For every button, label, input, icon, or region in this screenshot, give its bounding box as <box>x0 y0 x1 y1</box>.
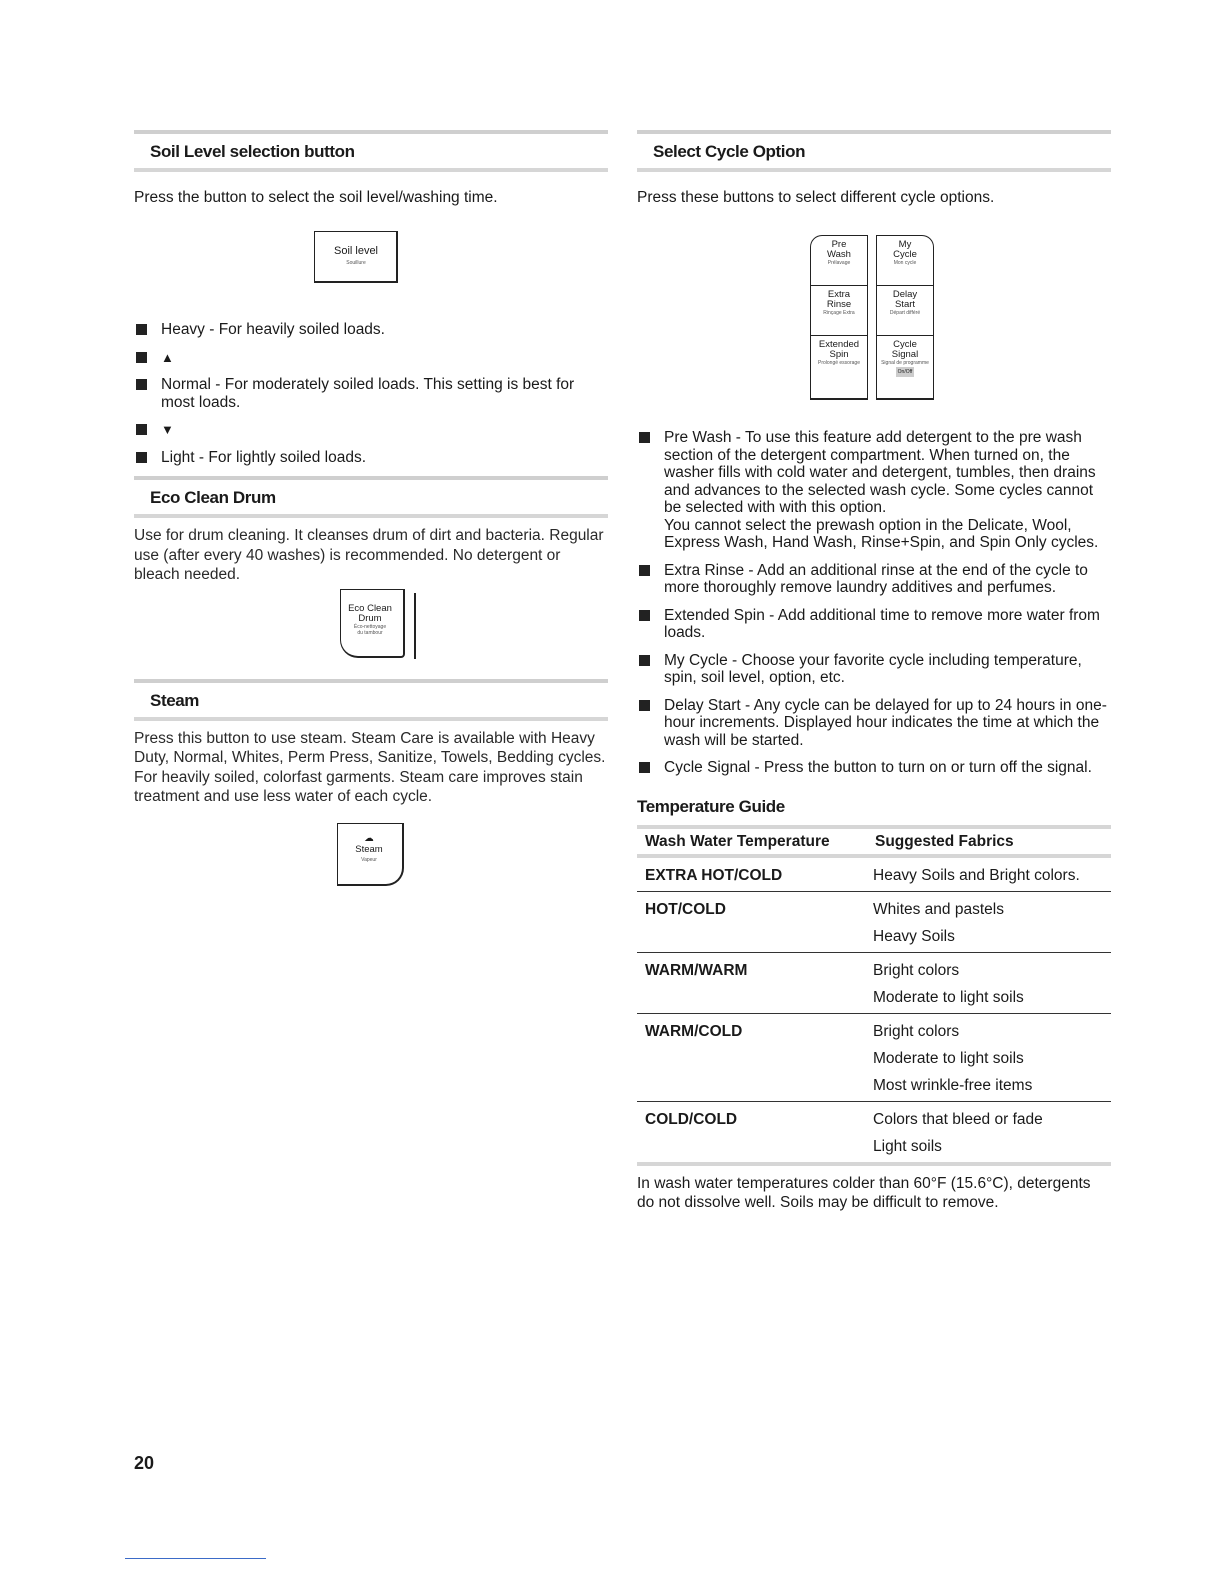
table-row: Moderate to light soils <box>873 1049 1024 1067</box>
column-header-temperature: Wash Water Temperature <box>645 832 830 850</box>
list-item: Normal - For moderately soiled loads. This setting is best for most loads. <box>134 376 608 411</box>
eco-panel-sub2: du tambour <box>357 629 383 636</box>
bullet-square-icon <box>136 424 147 435</box>
bullet-square-icon <box>136 379 147 390</box>
eco-panel-line1: Eco Clean <box>348 602 392 614</box>
temperature-note: In wash water temperatures colder than 60°F (15.6°C), detergents do not dissolve well. Soils may be difficult to remove. <box>637 1174 1091 1211</box>
soil-level-panel-illustration <box>314 231 404 291</box>
steam-body: Press this button to use steam. Steam Care is available with Heavy Duty, Normal, Whites, Perm Press, Sanitize, Towels, Bedding cycles. For heavily soiled, colorfast garments. Steam care improves stain treatment and use less water of each cycle. <box>134 729 606 805</box>
soil-level-list <box>134 321 608 466</box>
on-off-indicator: On/Off <box>897 369 913 375</box>
cycle-signal-panel-button: Cycle Signal Signal de programme On/Off <box>881 339 929 375</box>
list-item <box>134 349 608 367</box>
list-item: Cycle Signal - Press the button to turn on or turn off the signal. <box>637 759 1111 777</box>
table-row: EXTRA HOT/COLD Heavy Soils and Bright colors. <box>637 858 1111 892</box>
down-arrow-icon: ▼ <box>161 422 174 437</box>
table-row: Moderate to light soils <box>637 984 1111 1014</box>
list-item <box>134 421 608 439</box>
eco-clean-drum-heading: Eco Clean Drum <box>134 476 608 518</box>
table-row: Heavy Soils <box>637 923 1111 953</box>
column-header-fabrics: Suggested Fabrics <box>875 832 1014 850</box>
soil-level-intro: Press the button to select the soil level/washing time. <box>134 189 498 206</box>
table-row: WARM/COLD Bright colors <box>645 1022 960 1040</box>
bullet-square-icon <box>136 352 147 363</box>
list-item: Light - For lightly soiled loads. <box>134 449 608 467</box>
eco-clean-panel-illustration <box>340 589 418 659</box>
bullet-square-icon <box>639 610 650 621</box>
bullet-square-icon <box>136 324 147 335</box>
soil-level-panel-sublabel: Souillure <box>346 260 366 266</box>
cycle-options-panel-illustration <box>810 235 938 405</box>
list-item: Pre Wash - To use this feature add detergent to the pre wash section of the detergent compartment. When turned on, the washer fills with cold water and detergent, tumbles, then drains and advances to the selected wash cycle. Some cycles cannot be selected with with this option. You cannot select the prewash option in the Delicate, Wool, Express Wash, Hand Wash, Rinse+Spin, and Spin Only cycles. <box>637 429 1111 552</box>
extra-rinse-panel-button: Extra Rinse Rinçage Extra <box>811 286 867 336</box>
pre-wash-panel-button: Pre Wash Prélavage <box>811 236 867 286</box>
bullet-square-icon <box>136 452 147 463</box>
list-item: Extended Spin - Add additional time to remove more water from loads. <box>637 607 1111 642</box>
list-item: Heavy - For heavily soiled loads. <box>134 321 608 339</box>
my-cycle-panel-button: My Cycle Mon cycle <box>877 236 933 286</box>
bullet-square-icon <box>639 655 650 666</box>
prewash-note: You cannot select the prewash option in the Delicate, Wool, Express Wash, Hand Wash, Rinse+Spin, and Spin Only cycles. <box>664 516 1099 551</box>
eco-panel-sub1: Éco-nettoyage <box>353 623 387 630</box>
select-cycle-option-heading: Select Cycle Option <box>637 130 1111 172</box>
bullet-square-icon <box>639 762 650 773</box>
temperature-guide-heading: Temperature Guide <box>637 796 785 816</box>
bullet-square-icon <box>639 565 650 576</box>
page-number: 20 <box>134 1453 155 1473</box>
soil-level-panel-label: Soil level <box>333 245 379 257</box>
up-arrow-icon: ▲ <box>161 349 174 365</box>
left-column <box>134 130 608 887</box>
table-row: HOT/COLD Whites and pastels <box>645 900 1004 918</box>
table-row: WARM/WARM Bright colors <box>645 961 960 979</box>
footer-divider <box>125 1558 266 1559</box>
steam-heading: Steam <box>134 679 608 721</box>
select-cycle-intro: Press these buttons to select different cycle options. <box>637 189 995 206</box>
bullet-square-icon <box>639 432 650 443</box>
bullet-square-icon <box>639 700 650 711</box>
table-row: COLD/COLD Colors that bleed or fade <box>645 1110 1043 1128</box>
list-item: Extra Rinse - Add an additional rinse at the end of the cycle to more thoroughly remove laundry additives and perfumes. <box>637 562 1111 597</box>
delay-start-panel-button: Delay Start Départ différé <box>877 286 933 336</box>
steam-panel-sublabel: Vapeur <box>361 856 377 863</box>
list-item: My Cycle - Choose your favorite cycle including temperature, spin, soil level, option, etc. <box>637 652 1111 687</box>
table-row: Light soils <box>637 1133 1111 1166</box>
list-item: Delay Start - Any cycle can be delayed for up to 24 hours in one-hour increments. Displayed hour indicates the time at which the wash will be started. <box>637 697 1111 750</box>
extended-spin-panel-button: Extended Spin Prolongé essorage <box>818 339 860 366</box>
soil-level-heading: Soil Level selection button <box>134 130 608 172</box>
right-column <box>637 130 1111 1212</box>
eco-panel-line2: Drum <box>358 612 382 624</box>
temperature-guide-table <box>637 825 1111 1166</box>
cycle-options-list <box>637 429 1111 777</box>
eco-clean-drum-body: Use for drum cleaning. It cleanses drum of dirt and bacteria. Regular use (after every 40 washes) is recommended. No detergent or bleach needed. <box>134 527 604 583</box>
steam-panel-illustration <box>337 823 405 887</box>
steam-panel-label: Steam <box>355 843 383 855</box>
steam-cloud-icon: ☁ <box>364 832 374 844</box>
table-row: Most wrinkle-free items <box>637 1072 1111 1102</box>
